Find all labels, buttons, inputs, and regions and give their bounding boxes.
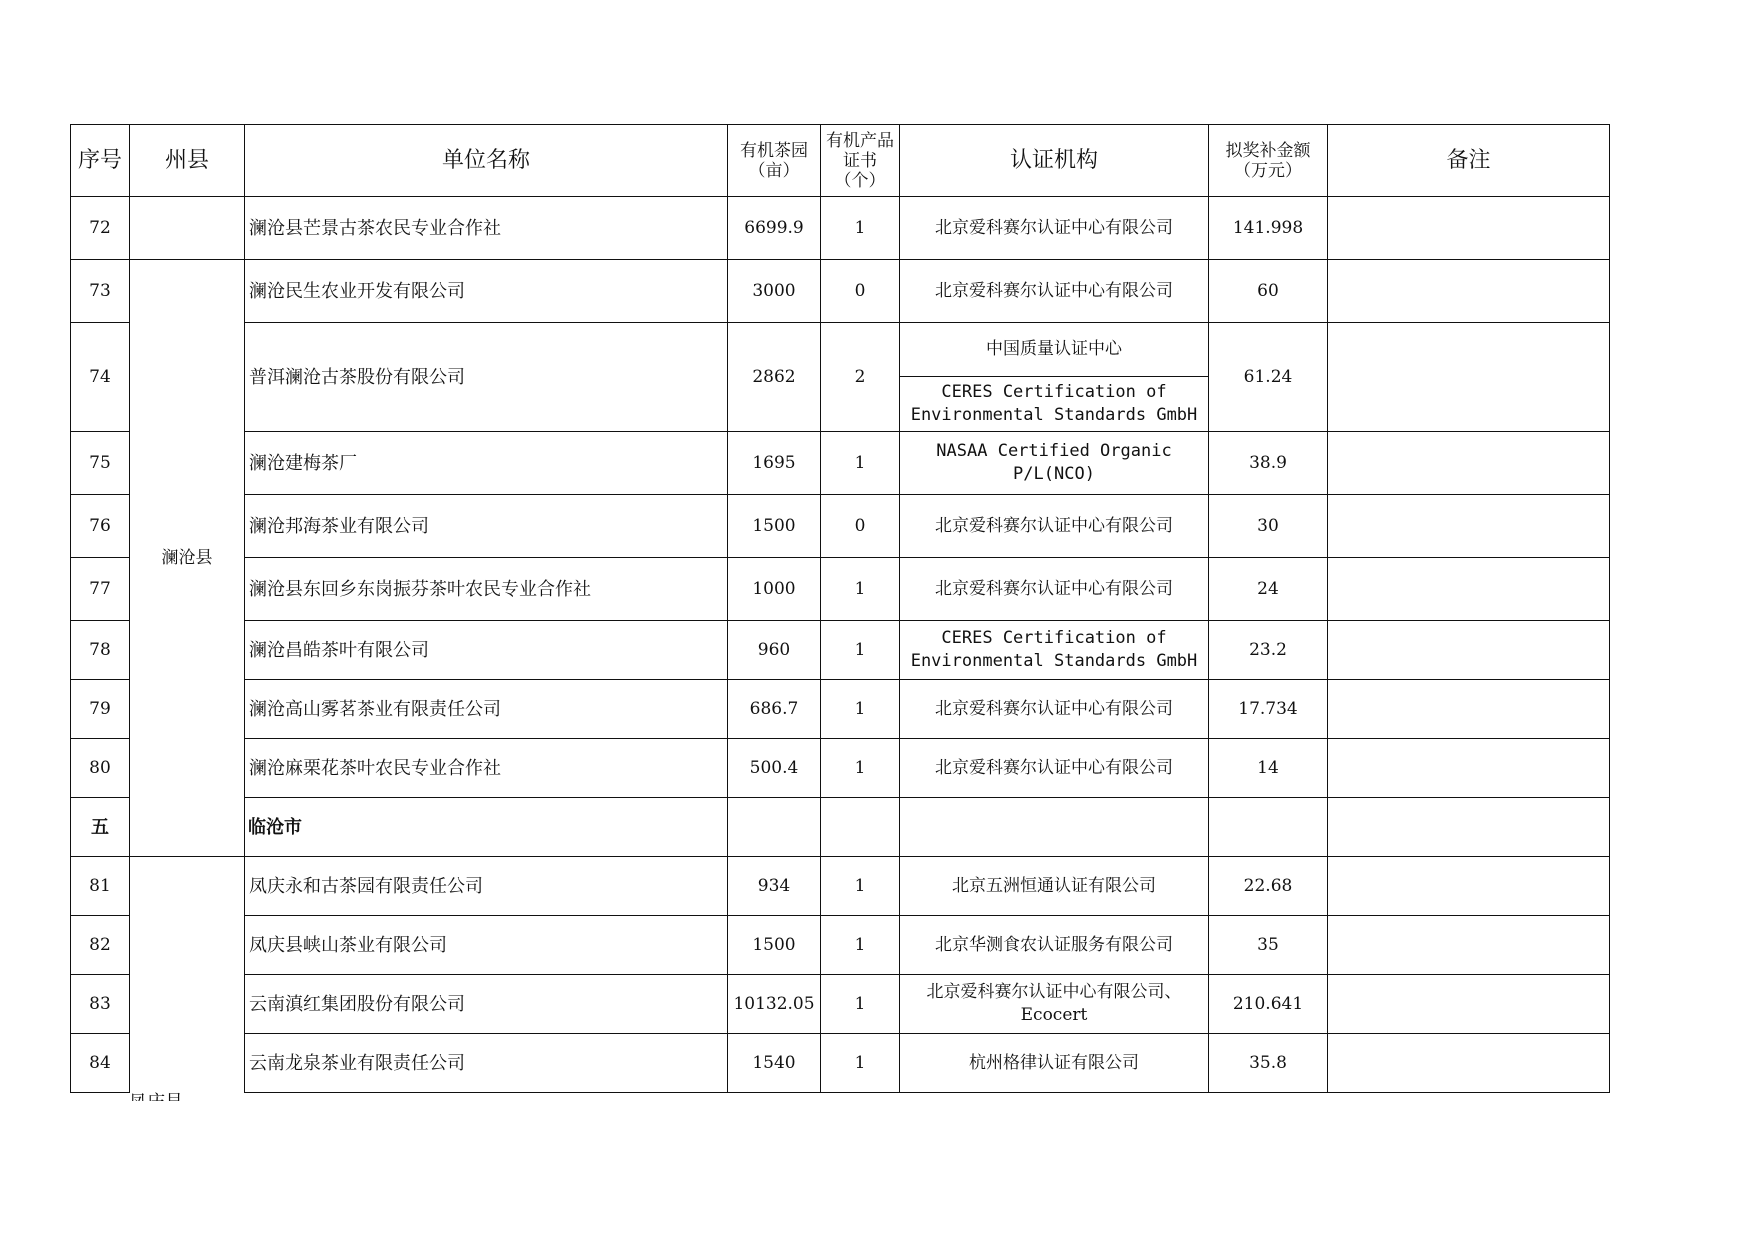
row-no: 82 xyxy=(71,916,130,975)
header-no: 序号 xyxy=(71,125,130,197)
award-amount: 61.24 xyxy=(1209,323,1328,432)
unit-name: 云南龙泉茶业有限责任公司 xyxy=(245,1034,728,1093)
agency-name: 北京爱科赛尔认证中心有限公司 xyxy=(900,680,1209,739)
cert-count: 1 xyxy=(821,197,900,260)
table-row xyxy=(71,260,1610,323)
award-amount: 17.734 xyxy=(1209,680,1328,739)
header-remark: 备注 xyxy=(1328,125,1610,197)
unit-name: 澜沧昌皓茶叶有限公司 xyxy=(245,621,728,680)
award-amount: 35.8 xyxy=(1209,1034,1328,1093)
cert-count: 1 xyxy=(821,680,900,739)
unit-name: 凤庆县峡山茶业有限公司 xyxy=(245,916,728,975)
row-no: 77 xyxy=(71,558,130,621)
cert-count: 1 xyxy=(821,916,900,975)
table-row xyxy=(71,621,1610,680)
unit-name: 澜沧建梅茶厂 xyxy=(245,432,728,495)
area-value: 1000 xyxy=(728,558,821,621)
table-row xyxy=(71,680,1610,739)
area-value: 2862 xyxy=(728,323,821,432)
area-value: 1500 xyxy=(728,495,821,558)
empty-cell xyxy=(1328,798,1610,857)
county-cell-empty xyxy=(130,197,245,260)
award-amount: 22.68 xyxy=(1209,857,1328,916)
page-cut-mask xyxy=(0,1101,1754,1240)
data-table-container xyxy=(70,124,1609,1100)
cert-count: 1 xyxy=(821,1034,900,1093)
agency-name: 北京华测食农认证服务有限公司 xyxy=(900,916,1209,975)
row-no: 75 xyxy=(71,432,130,495)
area-value: 6699.9 xyxy=(728,197,821,260)
agency-name: 北京爱科赛尔认证中心有限公司 xyxy=(900,197,1209,260)
area-value: 1500 xyxy=(728,916,821,975)
cert-count: 1 xyxy=(821,432,900,495)
empty-cell xyxy=(900,798,1209,857)
cert-count: 1 xyxy=(821,558,900,621)
award-amount: 60 xyxy=(1209,260,1328,323)
header-certs: 有机产品证书（个） xyxy=(821,125,900,197)
unit-name: 普洱澜沧古茶股份有限公司 xyxy=(245,323,728,432)
row-no: 83 xyxy=(71,975,130,1034)
remark-cell xyxy=(1328,323,1610,432)
agency-name: 北京爱科赛尔认证中心有限公司 xyxy=(900,260,1209,323)
agency-name: 北京五洲恒通认证有限公司 xyxy=(900,857,1209,916)
unit-name: 澜沧县东回乡东岗振芬茶叶农民专业合作社 xyxy=(245,558,728,621)
cert-count: 2 xyxy=(821,323,900,432)
unit-name: 云南滇红集团股份有限公司 xyxy=(245,975,728,1034)
area-value: 960 xyxy=(728,621,821,680)
award-amount: 141.998 xyxy=(1209,197,1328,260)
subsidy-table xyxy=(70,124,1610,1093)
remark-cell xyxy=(1328,916,1610,975)
header-area: 有机茶园（亩） xyxy=(728,125,821,197)
award-amount: 23.2 xyxy=(1209,621,1328,680)
remark-cell xyxy=(1328,739,1610,798)
agency-name: NASAA Certified Organic P/L(NCO) xyxy=(900,432,1209,495)
remark-cell xyxy=(1328,432,1610,495)
award-amount: 30 xyxy=(1209,495,1328,558)
remark-cell xyxy=(1328,975,1610,1034)
region-number: 五 xyxy=(71,798,130,857)
unit-name: 澜沧民生农业开发有限公司 xyxy=(245,260,728,323)
agency-name: 北京爱科赛尔认证中心有限公司 xyxy=(900,558,1209,621)
award-amount: 210.641 xyxy=(1209,975,1328,1034)
agency-name: CERES Certification of Environmental Standards GmbH xyxy=(900,621,1209,680)
row-no: 81 xyxy=(71,857,130,916)
remark-cell xyxy=(1328,621,1610,680)
area-value: 934 xyxy=(728,857,821,916)
empty-cell xyxy=(728,798,821,857)
remark-cell xyxy=(1328,495,1610,558)
table-row xyxy=(71,558,1610,621)
table-row xyxy=(71,739,1610,798)
area-value: 10132.05 xyxy=(728,975,821,1034)
agency-name: CERES Certification of Environmental Standards GmbH xyxy=(900,377,1209,432)
award-amount: 14 xyxy=(1209,739,1328,798)
remark-cell xyxy=(1328,680,1610,739)
cert-count: 1 xyxy=(821,857,900,916)
remark-cell xyxy=(1328,857,1610,916)
remark-cell xyxy=(1328,558,1610,621)
award-amount: 24 xyxy=(1209,558,1328,621)
area-value: 3000 xyxy=(728,260,821,323)
award-amount: 38.9 xyxy=(1209,432,1328,495)
table-row xyxy=(71,432,1610,495)
cert-count: 0 xyxy=(821,260,900,323)
table-row xyxy=(71,323,1610,377)
unit-name: 澜沧县芒景古茶农民专业合作社 xyxy=(245,197,728,260)
header-unit: 单位名称 xyxy=(245,125,728,197)
unit-name: 澜沧高山雾茗茶业有限责任公司 xyxy=(245,680,728,739)
agency-name: 北京爱科赛尔认证中心有限公司 xyxy=(900,495,1209,558)
area-value: 686.7 xyxy=(728,680,821,739)
remark-cell xyxy=(1328,197,1610,260)
cert-count: 1 xyxy=(821,975,900,1034)
empty-cell xyxy=(821,798,900,857)
row-no: 72 xyxy=(71,197,130,260)
table-row xyxy=(71,495,1610,558)
remark-cell xyxy=(1328,260,1610,323)
award-amount: 35 xyxy=(1209,916,1328,975)
table-row xyxy=(71,1034,1610,1093)
table-row xyxy=(71,197,1610,260)
row-no: 80 xyxy=(71,739,130,798)
area-value: 500.4 xyxy=(728,739,821,798)
agency-name: 杭州格律认证有限公司 xyxy=(900,1034,1209,1093)
row-no: 76 xyxy=(71,495,130,558)
header-agency: 认证机构 xyxy=(900,125,1209,197)
agency-name: 北京爱科赛尔认证中心有限公司 xyxy=(900,739,1209,798)
header-county: 州县 xyxy=(130,125,245,197)
cert-count: 1 xyxy=(821,739,900,798)
header-award: 拟奖补金额（万元） xyxy=(1209,125,1328,197)
table-row xyxy=(71,975,1610,1034)
region-row xyxy=(71,798,1610,857)
region-name: 临沧市 xyxy=(245,798,728,857)
row-no: 74 xyxy=(71,323,130,432)
remark-cell xyxy=(1328,1034,1610,1093)
unit-name: 澜沧邦海茶业有限公司 xyxy=(245,495,728,558)
county-fengqing xyxy=(130,857,245,1093)
header-row xyxy=(71,125,1610,197)
unit-name: 澜沧麻栗花茶叶农民专业合作社 xyxy=(245,739,728,798)
row-no: 79 xyxy=(71,680,130,739)
cert-count: 0 xyxy=(821,495,900,558)
area-value: 1695 xyxy=(728,432,821,495)
agency-name: 中国质量认证中心 xyxy=(900,323,1209,377)
agency-name: 北京爱科赛尔认证中心有限公司、Ecocert xyxy=(900,975,1209,1034)
county-lancang: 澜沧县 xyxy=(130,260,245,857)
table-row xyxy=(71,857,1610,916)
row-no: 84 xyxy=(71,1034,130,1093)
table-row xyxy=(71,916,1610,975)
area-value: 1540 xyxy=(728,1034,821,1093)
row-no: 73 xyxy=(71,260,130,323)
unit-name: 凤庆永和古茶园有限责任公司 xyxy=(245,857,728,916)
row-no: 78 xyxy=(71,621,130,680)
cert-count: 1 xyxy=(821,621,900,680)
empty-cell xyxy=(1209,798,1328,857)
